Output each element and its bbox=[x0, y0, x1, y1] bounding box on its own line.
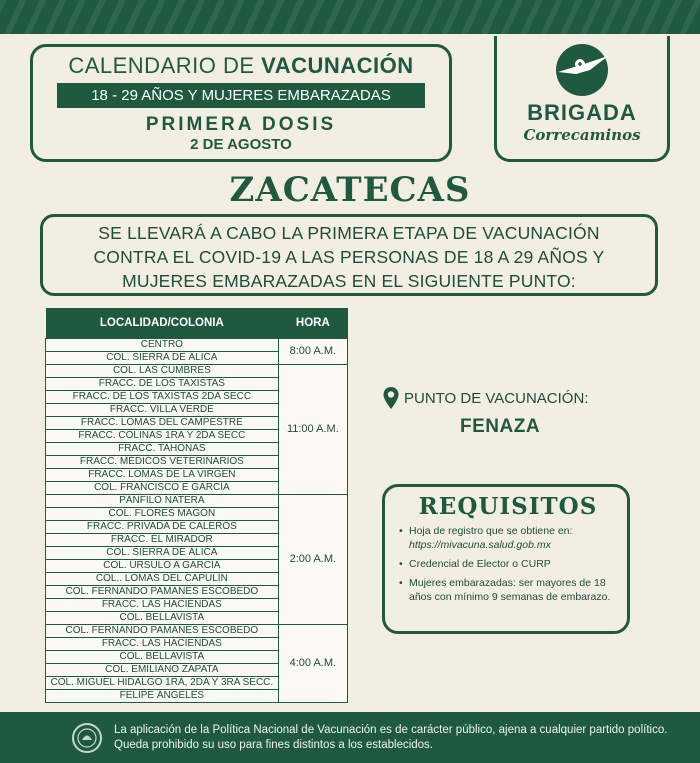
locality-cell: CENTRO bbox=[46, 338, 279, 351]
calendar-title: CALENDARIO DE VACUNACIÓN bbox=[68, 53, 414, 78]
locality-cell: FRACC. MÉDICOS VETERINARIOS bbox=[46, 455, 279, 468]
table-row bbox=[46, 364, 348, 377]
locality-cell: COL. FERNANDO PAMANES ESCOBEDO bbox=[46, 585, 279, 598]
footer-band bbox=[0, 712, 700, 763]
schedule-body bbox=[46, 338, 348, 702]
requirement-item: • Credencial de Elector o CURP bbox=[399, 557, 617, 571]
locality-cell: COL. SIERRA DE ÁLICA bbox=[46, 546, 279, 559]
registration-link[interactable]: https://mivacuna.salud.gob.mx bbox=[409, 539, 551, 551]
column-header-locality: LOCALIDAD/COLONIA bbox=[46, 308, 279, 338]
vaccination-point-name: FENAZA bbox=[460, 416, 541, 437]
locality-cell: FRACC. VILLA VERDE bbox=[46, 403, 279, 416]
footer-disclaimer: La aplicación de la Política Nacional de Vacunación es de carácter público, ajena a cualquier partido político. Queda prohibido su uso para fines distintos a los establecidos. bbox=[114, 723, 668, 751]
date-label: 2 DE AGOSTO bbox=[190, 136, 292, 153]
locality-cell: FRACC. LAS HACIENDAS bbox=[46, 637, 279, 650]
brand-subtitle: Correcaminos bbox=[523, 126, 641, 144]
locality-cell: COL. SIERRA DE ÁLICA bbox=[46, 351, 279, 364]
requirements-box bbox=[382, 484, 630, 634]
intro-line: MUJERES EMBARAZADAS EN EL SIGUIENTE PUNTO: bbox=[122, 271, 576, 291]
locality-cell: FRACC. PRIVADA DE CALEROS bbox=[46, 520, 279, 533]
locality-cell: COL. LAS CUMBRES bbox=[46, 364, 279, 377]
state-title: ZACATECAS bbox=[229, 170, 471, 210]
table-row bbox=[46, 494, 348, 507]
locality-cell: COL. FLORES MAGÓN bbox=[46, 507, 279, 520]
dose-label: PRIMERA DOSIS bbox=[145, 114, 337, 135]
locality-cell: FRACC. DE LOS TAXISTAS bbox=[46, 377, 279, 390]
intro-box bbox=[40, 214, 658, 296]
map-pin-icon bbox=[382, 386, 400, 410]
requirement-item: • Mujeres embarazadas: ser mayores de 18 años con mínimo 9 semanas de embarazo. bbox=[399, 576, 617, 604]
locality-cell: FELIPE ÁNGELES bbox=[46, 689, 279, 702]
locality-cell: COL. FRANCISCO E GARCÍA bbox=[46, 481, 279, 494]
hour-cell: 8:00 A.M. bbox=[278, 338, 347, 364]
locality-cell: COL. BELLAVISTA bbox=[46, 650, 279, 663]
table-row bbox=[46, 624, 348, 637]
schedule-table bbox=[45, 308, 348, 703]
locality-cell: COL. MIGUEL HIDALGO 1RA, 2DA Y 3RA SECC. bbox=[46, 676, 279, 689]
schedule-header-row bbox=[46, 308, 348, 338]
locality-cell: COL. EMILIANO ZAPATA bbox=[46, 663, 279, 676]
locality-cell: COL. BELLAVISTA bbox=[46, 611, 279, 624]
locality-cell: COL. FERNANDO PAMANES ESCOBEDO bbox=[46, 624, 279, 637]
top-decorative-band bbox=[0, 0, 700, 34]
intro-line: SE LLEVARÁ A CABO LA PRIMERA ETAPA DE VACUNACIÓN bbox=[98, 223, 600, 243]
locality-cell: FRACC. LOMAS DEL CAMPESTRE bbox=[46, 416, 279, 429]
locality-cell: FRACC. EL MIRADOR bbox=[46, 533, 279, 546]
hour-cell: 11:00 A.M. bbox=[278, 364, 347, 494]
locality-cell: PÁNFILO NATERA bbox=[46, 494, 279, 507]
national-seal-icon bbox=[72, 723, 102, 753]
calendar-title-box bbox=[30, 44, 452, 162]
hour-cell: 2:00 A.M. bbox=[278, 494, 347, 624]
brigada-logo-box bbox=[494, 36, 670, 162]
hour-cell: 4:00 A.M. bbox=[278, 624, 347, 702]
table-row bbox=[46, 338, 348, 351]
requirement-item: • Hoja de registro que se obtiene en: https://mivacuna.salud.gob.mx bbox=[399, 524, 617, 552]
locality-cell: COL. ÚRSULO A GARCÍA bbox=[46, 559, 279, 572]
vaccination-point-label bbox=[382, 386, 588, 410]
locality-cell: FRACC. DE LOS TAXISTAS 2DA SECC bbox=[46, 390, 279, 403]
requirements-title: REQUISITOS bbox=[418, 493, 598, 520]
vaccination-point-text: PUNTO DE VACUNACIÓN: bbox=[404, 389, 589, 407]
locality-cell: FRACC. COLINAS 1RA Y 2DA SECC bbox=[46, 429, 279, 442]
intro-line: CONTRA EL COVID-19 A LAS PERSONAS DE 18 A 29 AÑOS Y bbox=[93, 247, 605, 267]
age-group-bar: 18 - 29 AÑOS Y MUJERES EMBARAZADAS bbox=[57, 83, 425, 108]
locality-cell: FRACC. LOMAS DE LA VIRGEN bbox=[46, 468, 279, 481]
locality-cell: FRACC. TAHONAS bbox=[46, 442, 279, 455]
column-header-hour: HORA bbox=[278, 308, 347, 338]
locality-cell: FRACC. LAS HACIENDAS bbox=[46, 598, 279, 611]
locality-cell: COL.. LOMAS DEL CAPULÍN bbox=[46, 572, 279, 585]
roadrunner-logo-icon bbox=[554, 42, 610, 98]
brand-name: BRIGADA bbox=[527, 100, 637, 125]
